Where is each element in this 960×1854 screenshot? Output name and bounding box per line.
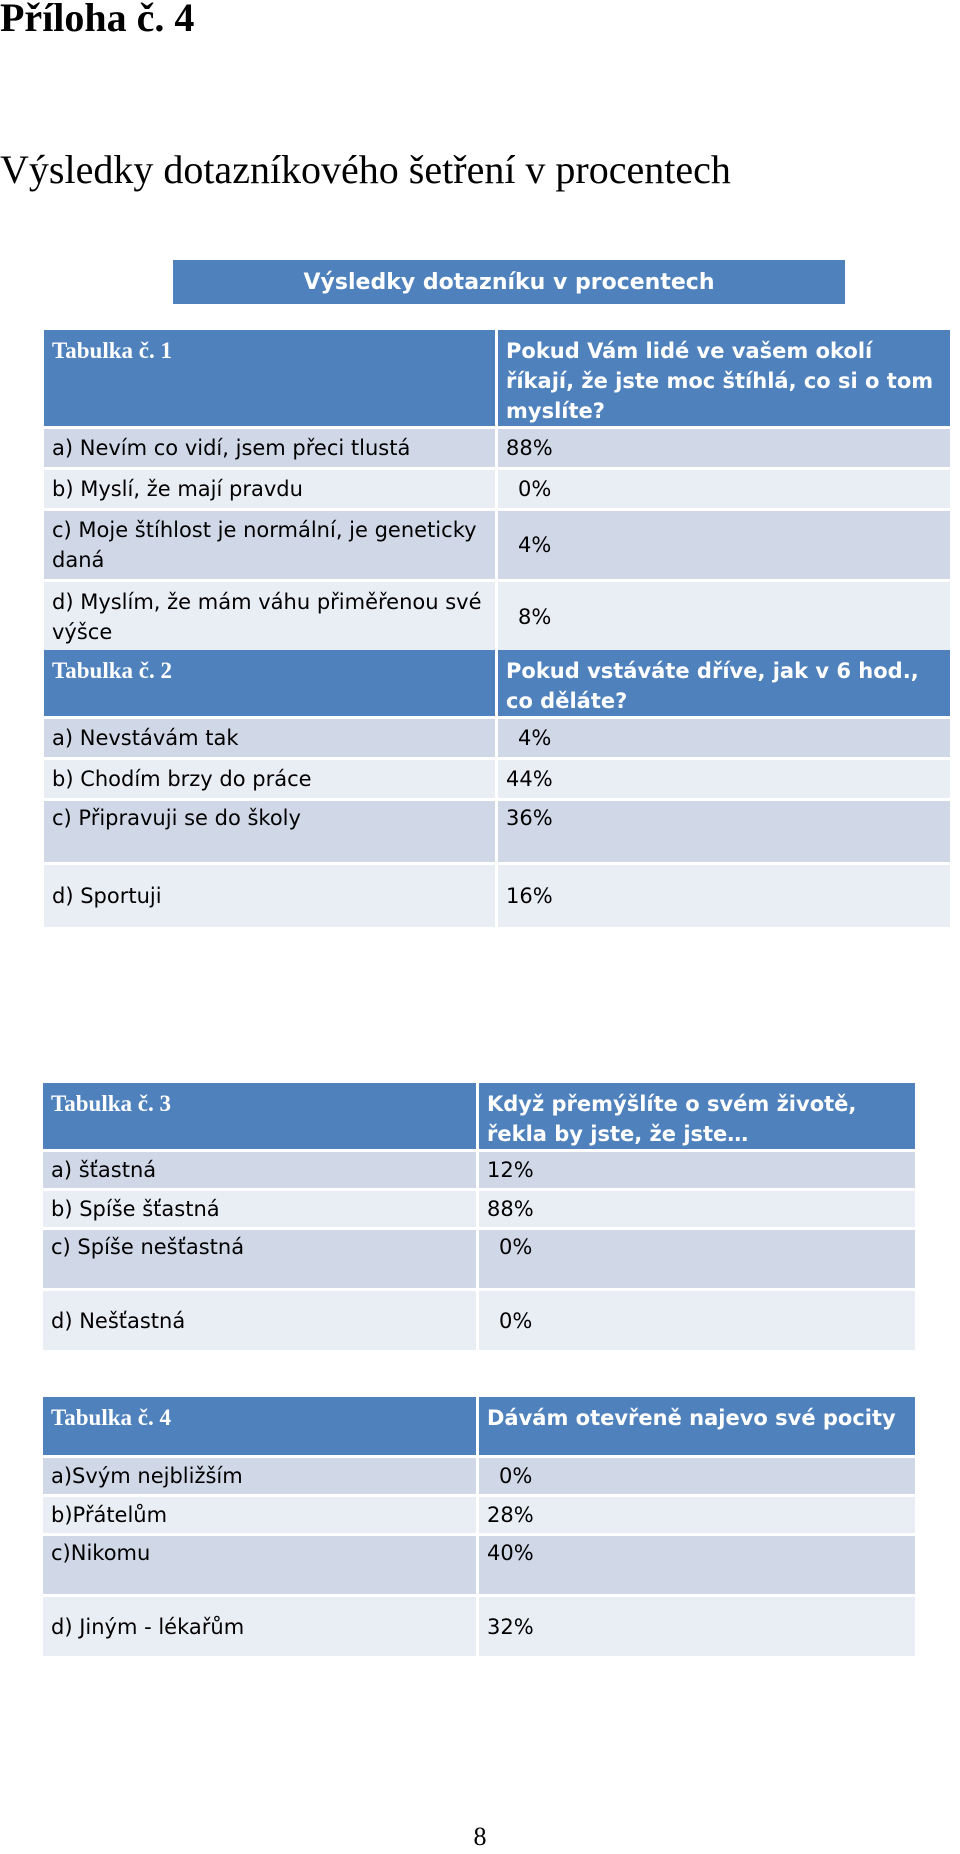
table-row (44, 429, 950, 467)
results-table-1 (41, 327, 953, 654)
answer-cell: d) Jiným - lékařům (43, 1597, 476, 1656)
answer-cell: c)Nikomu (43, 1536, 476, 1594)
results-table-4 (40, 1394, 918, 1659)
table-row (44, 760, 950, 798)
table-question: Dávám otevřeně najevo své pocity (479, 1397, 915, 1455)
table-question: Pokud vstáváte dříve, jak v 6 hod., co děláte? (498, 650, 950, 716)
value-cell: 0% (498, 470, 950, 508)
value-cell: 16% (498, 865, 950, 927)
table-header-row (43, 1083, 915, 1149)
table-row (44, 719, 950, 757)
answer-cell: a) Nevstávám tak (44, 719, 495, 757)
answer-cell: d) Sportuji (44, 865, 495, 927)
table-row (44, 470, 950, 508)
table-label: Tabulka č. 1 (44, 330, 495, 426)
value-cell: 44% (498, 760, 950, 798)
table-row (44, 865, 950, 927)
page-subtitle: Výsledky dotazníkového šetření v procentech (0, 147, 731, 192)
table-row (43, 1291, 915, 1350)
table-label: Tabulka č. 2 (44, 650, 495, 716)
value-cell: 0% (479, 1458, 915, 1494)
results-table-2 (41, 647, 953, 930)
value-cell: 28% (479, 1497, 915, 1533)
table-row (43, 1458, 915, 1494)
value-cell: 88% (479, 1191, 915, 1227)
table-row (44, 582, 950, 651)
value-cell: 32% (479, 1597, 915, 1656)
table-row (43, 1230, 915, 1288)
page-number: 8 (473, 1822, 487, 1851)
table-header-row (44, 650, 950, 716)
results-table-3 (40, 1080, 918, 1353)
value-cell: 0% (479, 1230, 915, 1288)
page-heading: Příloha č. 4 (0, 0, 195, 40)
table-row (43, 1597, 915, 1656)
answer-cell: b) Chodím brzy do práce (44, 760, 495, 798)
table-question: Pokud Vám lidé ve vašem okolí říkají, že jste moc štíhlá, co si o tom myslíte? (498, 330, 950, 426)
answer-cell: d) Myslím, že mám váhu přiměřenou své výšce (44, 582, 495, 651)
answer-cell: c) Spíše nešťastná (43, 1230, 476, 1288)
value-cell: 88% (498, 429, 950, 467)
value-cell: 4% (498, 511, 950, 579)
value-cell: 4% (498, 719, 950, 757)
table-label: Tabulka č. 4 (43, 1397, 476, 1455)
table-row (44, 511, 950, 579)
answer-cell: a) Nevím co vidí, jsem přeci tlustá (44, 429, 495, 467)
answer-cell: c) Moje štíhlost je normální, je geneticky daná (44, 511, 495, 579)
value-cell: 40% (479, 1536, 915, 1594)
table-row (43, 1497, 915, 1533)
table-row (43, 1152, 915, 1188)
table-label: Tabulka č. 3 (43, 1083, 476, 1149)
answer-cell: d) Nešťastná (43, 1291, 476, 1350)
table-header-row (44, 330, 950, 426)
results-banner: Výsledky dotazníku v procentech (173, 260, 845, 304)
value-cell: 36% (498, 801, 950, 862)
value-cell: 8% (498, 582, 950, 651)
table-row (43, 1536, 915, 1594)
value-cell: 12% (479, 1152, 915, 1188)
answer-cell: b) Spíše šťastná (43, 1191, 476, 1227)
table-row (44, 801, 950, 862)
answer-cell: b) Myslí, že mají pravdu (44, 470, 495, 508)
table-header-row (43, 1397, 915, 1455)
value-cell: 0% (479, 1291, 915, 1350)
table-question: Když přemýšlíte o svém životě, řekla by jste, že jste… (479, 1083, 915, 1149)
table-row (43, 1191, 915, 1227)
answer-cell: c) Připravuji se do školy (44, 801, 495, 862)
answer-cell: b)Přátelům (43, 1497, 476, 1533)
answer-cell: a)Svým nejbližším (43, 1458, 476, 1494)
answer-cell: a) šťastná (43, 1152, 476, 1188)
